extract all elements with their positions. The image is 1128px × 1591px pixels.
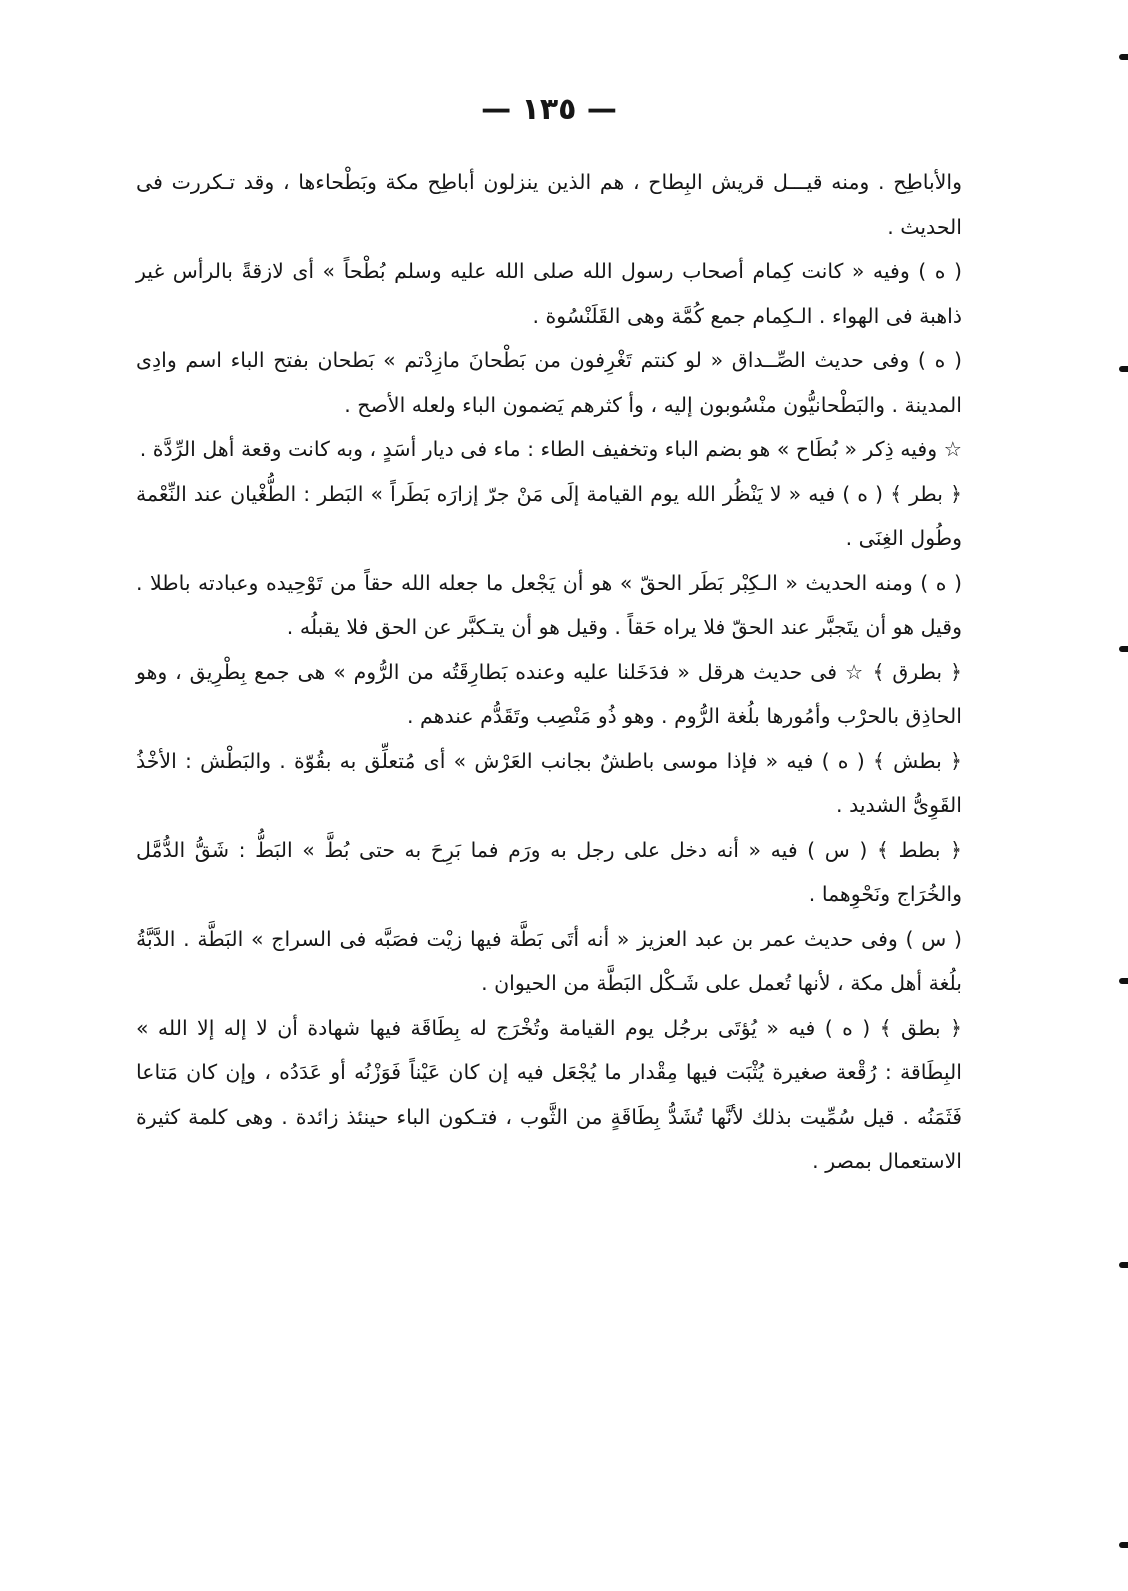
scan-edge-mark (1119, 646, 1128, 652)
scan-edge-mark (1119, 366, 1128, 372)
paragraph-5: ﴿ بطر ﴾ ( ه ) فيه « لا يَنْظُر الله يوم القيامة إلَى مَنْ جرّ إزارَه بَطَراً » البَطر : الطُّغْيان عند النِّعْمة وطُول الغِنَى . (136, 481, 962, 550)
paragraph-7: ﴿ بطرق ﴾ ☆ فى حديث هرقل « فدَخَلنا عليه وعنده بَطارِقَتُه من الرُّوم » هى جمع بِطْرِيق ، وهو الحاذِق بالحرْب وأمُورها بلُغة الرُّوم . وهو ذُو مَنْصِب وتَقَدُّم عندهم . (136, 659, 962, 728)
paragraph-2: ( ه ) وفيه « كانت كِمام أصحاب رسول الله صلى الله عليه وسلم بُطْحاً » أى لازقةً بالرأس غير ذاهبة فى الهواء . الـكِمام جمع كُمَّة وهى القَلَنْسُوة . (136, 259, 962, 328)
paragraph-3: ( ه ) وفى حديث الصِّــداق « لو كنتم تَغْرِفون من بَطْحانَ مازِدْتم » بَطحان بفتح الباء اسم وادِى المدينة . والبَطْحانيُّون منْسُوبون إليه ، وأ كثرهم يَضمون الباء ولعله الأصح . (136, 348, 962, 417)
paragraph-10: ( س ) وفى حديث عمر بن عبد العزيز « أنه أتَى بَطَّة فيها زيْت فصَبَّه فى السراج » البَطَّة . الدَّبَّةُ بلُغة أهل مكة ، لأنها تُعمل على شَـكْل البَطَّة من الحيوان . (136, 926, 962, 995)
page-text-body (136, 160, 962, 1184)
paragraph-1: والأباطِح . ومنه قيـــل قريش البِطاح ، هم الذين ينزلون أباطِح مكة وبَطْحاءها ، وقد تـكررت فى الحديث . (136, 170, 962, 239)
page-number: — ١٣٥ — (481, 92, 617, 127)
scan-edge-mark (1119, 978, 1128, 984)
scan-edge-mark (1119, 1262, 1128, 1268)
paragraph-8: ﴿ بطش ﴾ ( ه ) فيه « فإذا موسى باطشٌ بجانب العَرْش » أى مُتعلِّق به بقُوّة . والبَطْش : الأخْذُ القَوِىُّ الشديد . (136, 748, 962, 817)
scan-edge-mark (1119, 1542, 1128, 1548)
paragraph-6: ( ه ) ومنه الحديث « الـكِبْر بَطَر الحقّ » هو أن يَجْعل ما جعله الله حقاً من تَوْحِيده وعبادته باطلا . وقيل هو أن يتَجبَّر عند الحقّ فلا يراه حَقاً . وقيل هو أن يتـكبَّر عن الحق فلا يقبلُه . (136, 570, 962, 639)
paragraph-11: ﴿ بطق ﴾ ( ه ) فيه « يُؤتَى برجُل يوم القيامة وتُخْرَج له بِطَاقَة فيها شهادة أن لا إله إلا الله » البِطَاقة : رُقْعة صغيرة يُثْبَت فيها مِقْدار ما يُجْعَل فيه إن كان عَيْناً فَوَزْنُه أو عَدَدُه ، وإن كان مَتاعا فَثَمَنُه . قيل سُمِّيت بذلك لأنَّها تُشَدُّ بِطَاقَةٍ من الثَّوب ، فتـكون الباء حينئذ زائدة . وهى كلمة كثيرة الاستعمال بمصر . (136, 1015, 962, 1173)
scan-edge-mark (1119, 54, 1128, 60)
paragraph-9: ﴿ بطط ﴾ ( س ) فيه « أنه دخل على رجل به ورَم فما بَرِحَ به حتى بُطَّ » البَطُّ : شَقُّ الدُّمَّل والخُرَاج ونَحْوِهما . (136, 837, 962, 906)
paragraph-4: ☆ وفيه ذِكر « بُطَاح » هو بضم الباء وتخفيف الطاء : ماء فى ديار أسَدٍ ، وبه كانت وقعة أهل الرِّدَّة . (139, 437, 962, 461)
